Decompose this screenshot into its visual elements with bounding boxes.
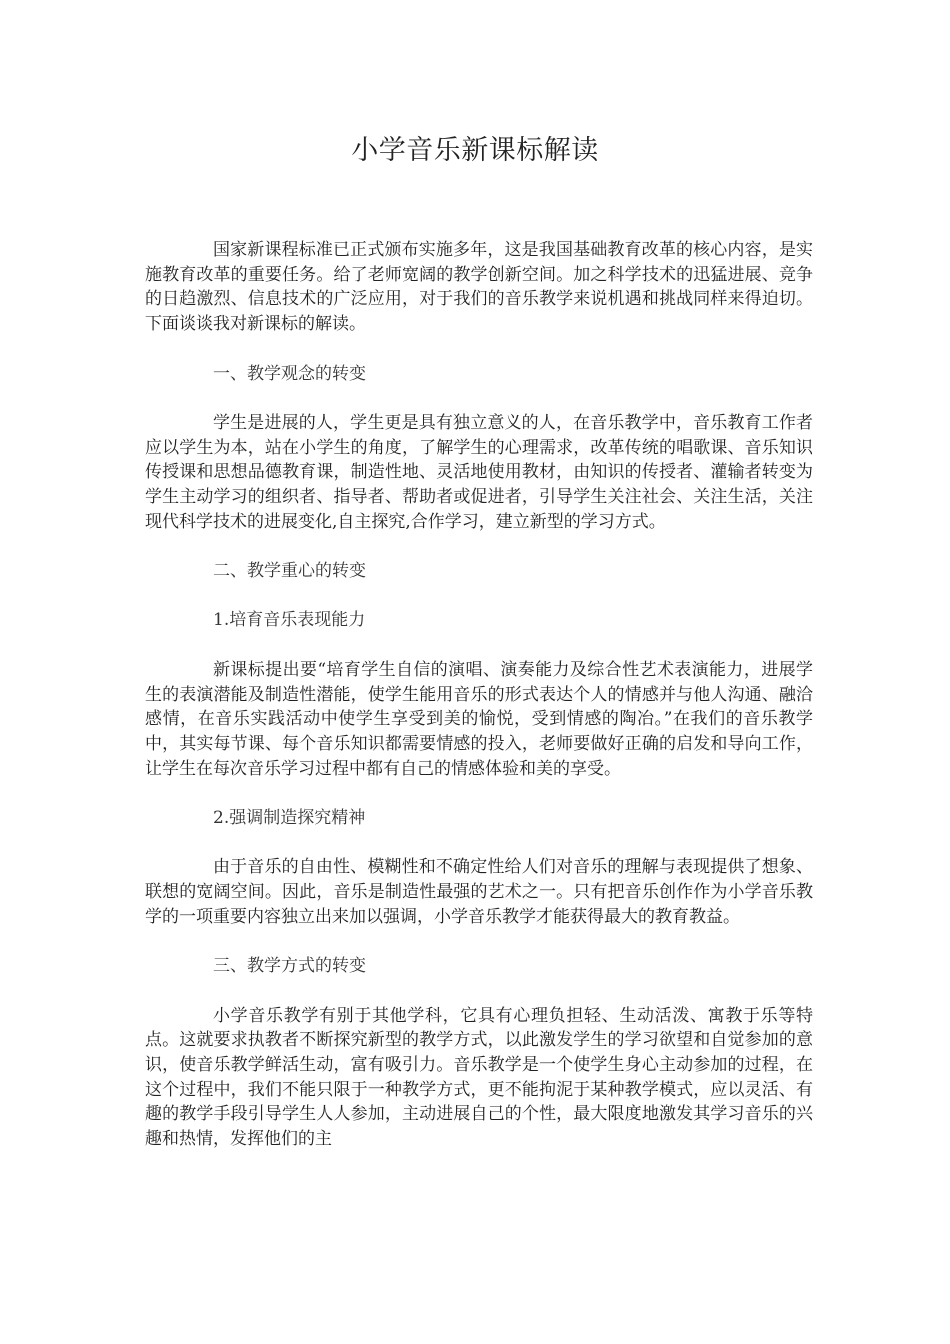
section-heading-3: 三、教学方式的转变 [213,956,366,977]
section-heading-2: 二、教学重心的转变 [213,561,366,582]
subsection-heading-2-2: 2.强调制造探究精神 [213,808,366,829]
section-heading-1: 一、教学观念的转变 [213,363,366,384]
paragraph-music-performance: 新课标提出要“培育学生自信的演唱、演奏能力及综合性艺术表演能力，进展学生的表演潜能及制造性潜能，使学生能用音乐的形式表达个人的情感并与他人沟通、融洽感情，在音乐实践活动中使学生享受到美的愉悦，受到情感的陶冶。”在我们的音乐教学中，其实每节课、每个音乐知识都需要情感的投入，老师要做好正确的启发和导向工作，让学生在每次音乐学习过程中都有自己的情感体验和美的享受。 [145,659,813,779]
paragraph-creative-spirit: 由于音乐的自由性、模糊性和不确定性给人们对音乐的理解与表现提供了想象、联想的宽阔空间。因此，音乐是制造性最强的艺术之一。只有把音乐创作作为小学音乐教学的一项重要内容独立出来加以强调，小学音乐教学才能获得最大的教育教益。 [145,857,813,927]
paragraph-intro: 国家新课程标准已正式颁布实施多年，这是我国基础教育改革的核心内容，是实施教育改革的重要任务。给了老师宽阔的教学创新空间。加之科学技术的迅猛进展、竞争的日趋激烈、信息技术的广泛应用，对于我们的音乐教学来说机遇和挑战同样来得迫切。下面谈谈我对新课标的解读。 [145,240,813,335]
subsection-heading-2-1: 1.培育音乐表现能力 [213,610,366,631]
document-body [145,238,813,1152]
document-title: 小学音乐新课标解读 [351,135,599,166]
paragraph-teaching-method: 小学音乐教学有别于其他学科，它具有心理负担轻、生动活泼、寓教于乐等特点。这就要求执教者不断探究新型的教学方式，以此激发学生的学习欲望和自觉参加的意识，使音乐教学鲜活生动，富有吸引力。音乐教学是一个使学生身心主动参加的过程，在这个过程中，我们不能只限于一种教学方式，更不能拘泥于某种教学模式，应以灵活、有趣的教学手段引导学生人人参加，主动进展自己的个性，最大限度地激发其学习音乐的兴趣和热情，发挥他们的主 [145,1005,813,1150]
paragraph-teaching-concept: 学生是进展的人，学生更是具有独立意义的人，在音乐教学中，音乐教育工作者应以学生为本，站在小学生的角度，了解学生的心理需求，改革传统的唱歌课、音乐知识传授课和思想品德教育课，制造性地、灵活地使用教材，由知识的传授者、灌输者转变为学生主动学习的组织者、指导者、帮助者或促进者，引导学生关注社会、关注生活，关注现代科学技术的进展变化,自主探究,合作学习，建立新型的学习方式。 [145,412,813,532]
